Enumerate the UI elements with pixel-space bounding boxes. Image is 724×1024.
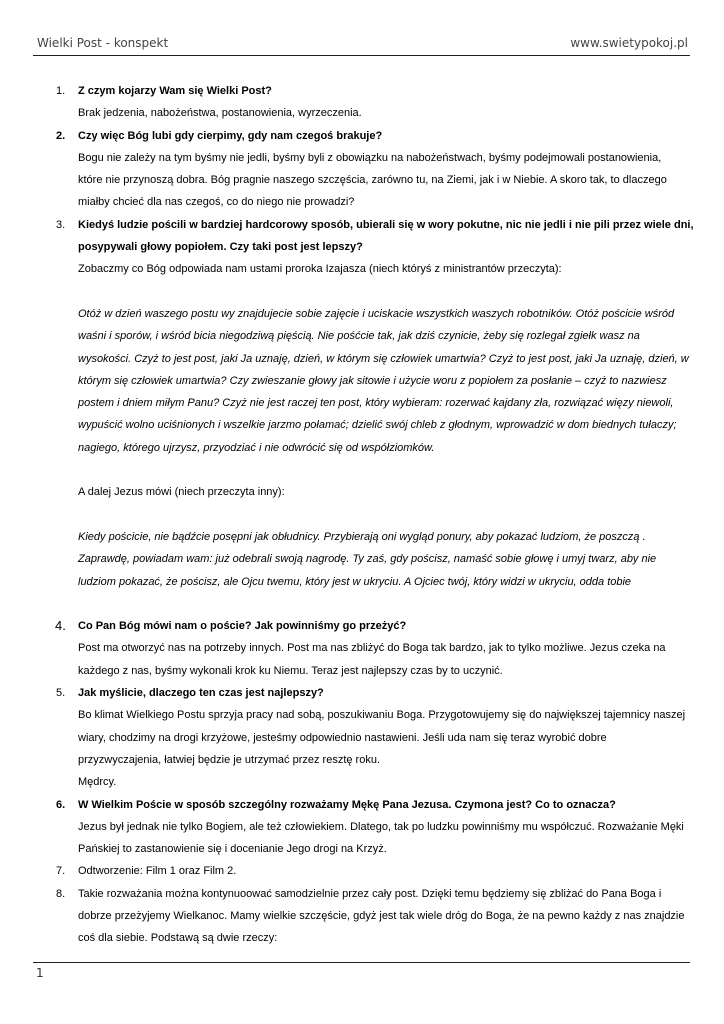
item-text: Odtworzenie: Film 1 oraz Film 2. <box>78 865 237 878</box>
site-url: www.swietypokoj.pl <box>570 36 688 50</box>
question: Jak myślicie, dlaczego ten czas jest najlepszy? <box>78 687 324 700</box>
answer-line: Bogu nie zależy na tym byśmy nie jedli, byśmy byli z obowiązku na nabożeństwach, byśmy podejmowali postanowienia, <box>78 151 662 164</box>
document-body <box>0 80 724 950</box>
document-title: Wielki Post - konspekt <box>37 36 169 50</box>
item-number: 8. <box>56 887 66 900</box>
list-item-6 <box>0 794 724 861</box>
item-number: 5. <box>56 687 66 700</box>
item-number: 1. <box>56 85 66 97</box>
page-header <box>37 36 688 50</box>
item-text-line: Takie rozważania można kontynuoować samodzielnie przez cały post. Dzięki temu będziemy się zbliżać do Pana Boga i <box>78 887 662 900</box>
item-number: 7. <box>56 865 66 878</box>
list-item-5 <box>0 682 724 793</box>
answer-line: miałby chcieć dla nas czegoś, co do niego nie prowadzi? <box>78 196 355 209</box>
quote-line: nagiego, którego ujrzysz, przyodziać i nie odwrócić się od współziomków. <box>78 441 435 454</box>
list-item-2 <box>0 125 724 214</box>
header-divider <box>33 55 690 56</box>
answer-line: Pańskiej to zastanowienie się i docenianie Jego drogi na Krzyż. <box>78 843 387 856</box>
item-number: 2. <box>56 129 66 142</box>
page-number: 1 <box>36 966 44 980</box>
jesus-quote <box>0 526 724 593</box>
spacer <box>0 593 724 615</box>
item-text-line: dobrze przeżyjemy Wielkanoc. Mamy wielkie szczęście, gdyż jest tak wiele dróg do Boga, że na pewno każdy z nas znajdzie <box>78 909 685 922</box>
answer-line: Jezus był jednak nie tylko Bogiem, ale też człowiekiem. Dlatego, tak po ludzku powinniśmy mu współczuć. Rozważanie Męki <box>78 820 684 833</box>
question: Czy więc Bóg lubi gdy cierpimy, gdy nam czegoś brakuje? <box>78 129 383 142</box>
quote-line: postem i dniem miłym Panu? Czyż nie jest raczej ten post, który wybieram: rozerwać kajdany zła, rozwiązać więzy niewoli, <box>78 397 674 410</box>
spacer <box>0 504 724 526</box>
question-line: posypywali głowy popiołem. Czy taki post jest lepszy? <box>78 241 363 254</box>
quote-line: ludziom pokazać, że pościsz, ale Ojcu twemu, który jest w ukryciu. A Ojciec twój, który widzi w ukryciu, odda tobie <box>78 575 632 588</box>
item-number: 6. <box>56 798 66 811</box>
answer-line: Mędrcy. <box>78 776 117 789</box>
quote-line: wysokości. Czyż to jest post, jaki Ja uznaję, dzień, w którym się człowiek umartwia? Czyż to jest post, jaki Ja uznaję, dzień, w <box>78 352 689 365</box>
isaiah-quote <box>0 303 724 459</box>
quote-line: wypuścić wolno uciśnionych i wszelkie jarzmo połamać; dzielić swój chleb z głodnym, wprowadzić w dom biednych tułaczy; <box>78 419 677 432</box>
list-item-7 <box>0 860 724 882</box>
answer-line: Bo klimat Wielkiego Postu sprzyja pracy nad sobą, poszukiwaniu Boga. Przygotowujemy się do największej tajemnicy naszej <box>78 709 686 722</box>
quote-line: którym się człowiek umartwia? Czy zwieszanie głowy jak sitowie i użycie woru z popiołem za posłanie – czyż to nazwiesz <box>78 374 667 387</box>
intro-line: A dalej Jezus mówi (niech przeczyta inny): <box>78 486 285 499</box>
answer-line: Post ma otworzyć nas na potrzeby innych. Post ma nas zbliżyć do Boga tak bardzo, jak to tylko możliwe. Jezus czeka na <box>78 642 666 655</box>
spacer <box>0 459 724 481</box>
list-item-4 <box>0 615 724 682</box>
answer-line: Brak jedzenia, nabożeństwa, postanowienia, wyrzeczenia. <box>78 107 362 120</box>
quote-line: Zaprawdę, powiadam wam: już odebrali swoją nagrodę. Ty zaś, gdy pościsz, namaść sobie głowę i umyj twarz, aby nie <box>78 553 657 566</box>
answer-line: które nie przynoszą dobra. Bóg pragnie naszego szczęścia, zarówno tu, na Ziemi, jak i w Niebie. A skoro tak, to dlaczego <box>78 174 667 187</box>
quote-line: waśni i sporów, i wśród bicia niegodziwą pięścią. Nie pośćcie tak, jak dziś czynicie, żeby się rozlegał zgiełk wasz na <box>78 330 640 343</box>
item-text-line: coś dla siebie. Podstawą są dwie rzeczy: <box>78 932 278 945</box>
intro-line: Zobaczmy co Bóg odpowiada nam ustami proroka Izajasza (niech któryś z ministrantów przeczyta): <box>78 263 562 276</box>
spacer <box>0 281 724 303</box>
answer-line: wiary, chodzimy na drogi krzyżowe, jesteśmy odpowiednio nastawieni. Jeśli uda nam się teraz wyrobić dobre <box>78 731 607 744</box>
question: W Wielkim Poście w sposób szczególny rozważamy Mękę Pana Jezusa. Czymona jest? Co to oznacza? <box>78 798 616 811</box>
list-item-3 <box>0 214 724 281</box>
quote-line: Kiedy pościcie, nie bądźcie posępni jak obłudnicy. Przybierają oni wygląd ponury, aby pokazać ludziom, że poszczą . <box>78 530 646 543</box>
item-number: 4. <box>55 618 66 634</box>
item-number: 3. <box>56 218 66 231</box>
question: Co Pan Bóg mówi nam o poście? Jak powinniśmy go przeżyć? <box>78 620 407 633</box>
question-line: Kiedyś ludzie pościli w bardziej hardcorowy sposób, ubierali się w wory pokutne, nic nie jedli i nie pili przez wiele dni, <box>78 218 694 231</box>
quote-line: Otóż w dzień waszego postu wy znajdujecie sobie zajęcie i uciskacie wszystkich waszych robotników. Otóż pościcie wśród <box>78 307 675 320</box>
list-item-8 <box>0 883 724 950</box>
footer-divider <box>33 962 690 963</box>
answer-line: przyzwyczajenia, łatwiej będzie je utrzymać przez resztę roku. <box>78 753 381 766</box>
list-item-1 <box>0 80 724 125</box>
question: Z czym kojarzy Wam się Wielki Post? <box>78 85 272 97</box>
answer-line: każdego z nas, byśmy wykonali krok ku Niemu. Teraz jest najlepszy czas by to uczynić. <box>78 664 503 677</box>
